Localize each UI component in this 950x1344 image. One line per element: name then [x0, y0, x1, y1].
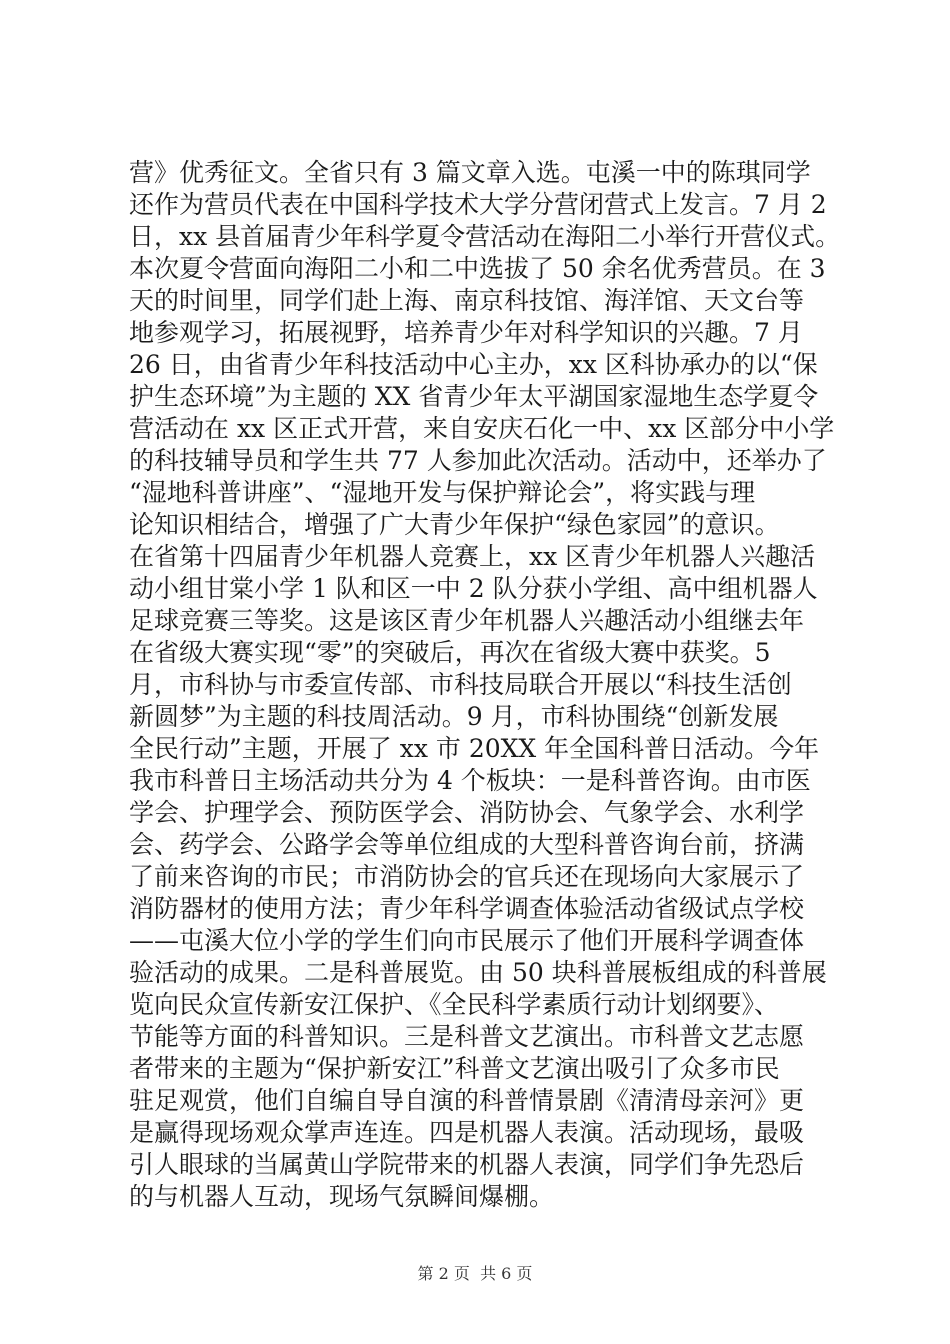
page-number-footer: 第 2 页 共 6 页 [417, 1264, 533, 1283]
body-paragraph: 营》优秀征文。全省只有 3 篇文章入选。屯溪一中的陈琪同学 还作为营员代表在中国科学技术大学分营闭营式上发言。7 月 2 日，xx 县首届青少年科学夏令营活动在海阳二小举行开营仪式。 本次夏令营面向海阳二小和二中选拔了 50 余名优秀营员。在 3 天的时间里，同学们赴上海、南京科技馆、海洋馆、天文台等 地参观学习，拓展视野，培养青少年对科学知识的兴趣。7 月 26 日，由省青少年科技活动中心主办，xx 区科协承办的以“保 护生态环境”为主题的 XX 省青少年太平湖国家湿地生态学夏令 营活动在 xx 区正式开营，来自安庆石化一中、xx 区部分中小学 的科技辅导员和学生共 77 人参加此次活动。活动中，还举办了 “湿地科普讲座”、“湿地开发与保护辩论会”，将实践与理 论知识相结合，增强了广大青少年保护“绿色家园”的意识。 在省第十四届青少年机器人竞赛上，xx 区青少年机器人兴趣活 动小组甘棠小学 1 队和区一中 2 队分获小学组、高中组机器人 足球竞赛三等奖。这是该区青少年机器人兴趣活动小组继去年 在省级大赛实现“零”的突破后，再次在省级大赛中获奖。5 月，市科协与市委宣传部、市科技局联合开展以“科技生活创 新圆梦”为主题的科技周活动。9 月，市科协围绕“创新发展 全民行动”主题，开展了 xx 市 20XX 年全国科普日活动。今年 我市科普日主场活动共分为 4 个板块：一是科普咨询。由市医 学会、护理学会、预防医学会、消防协会、气象学会、水利学 会、药学会、公路学会等单位组成的大型科普咨询台前，挤满 了前来咨询的市民；市消防协会的官兵还在现场向大家展示了 消防器材的使用方法；青少年科学调查体验活动省级试点学校 ——屯溪大位小学的学生们向市民展示了他们开展科学调查体 验活动的成果。二是科普展览。由 50 块科普展板组成的科普展 览向民众宣传新安江保护、《全民科学素质行动计划纲要》、 节能等方面的科普知识。三是科普文艺演出。市科普文艺志愿 者带来的主题为“保护新安江”科普文艺演出吸引了众多市民 驻足观赏，他们自编自导自演的科普情景剧《清清母亲河》更 是赢得现场观众掌声连连。四是机器人表演。活动现场，最吸 引人眼球的当属黄山学院带来的机器人表演，同学们争先恐后 的与机器人互动，现场气氛瞬间爆棚。 [129, 158, 841, 1211]
